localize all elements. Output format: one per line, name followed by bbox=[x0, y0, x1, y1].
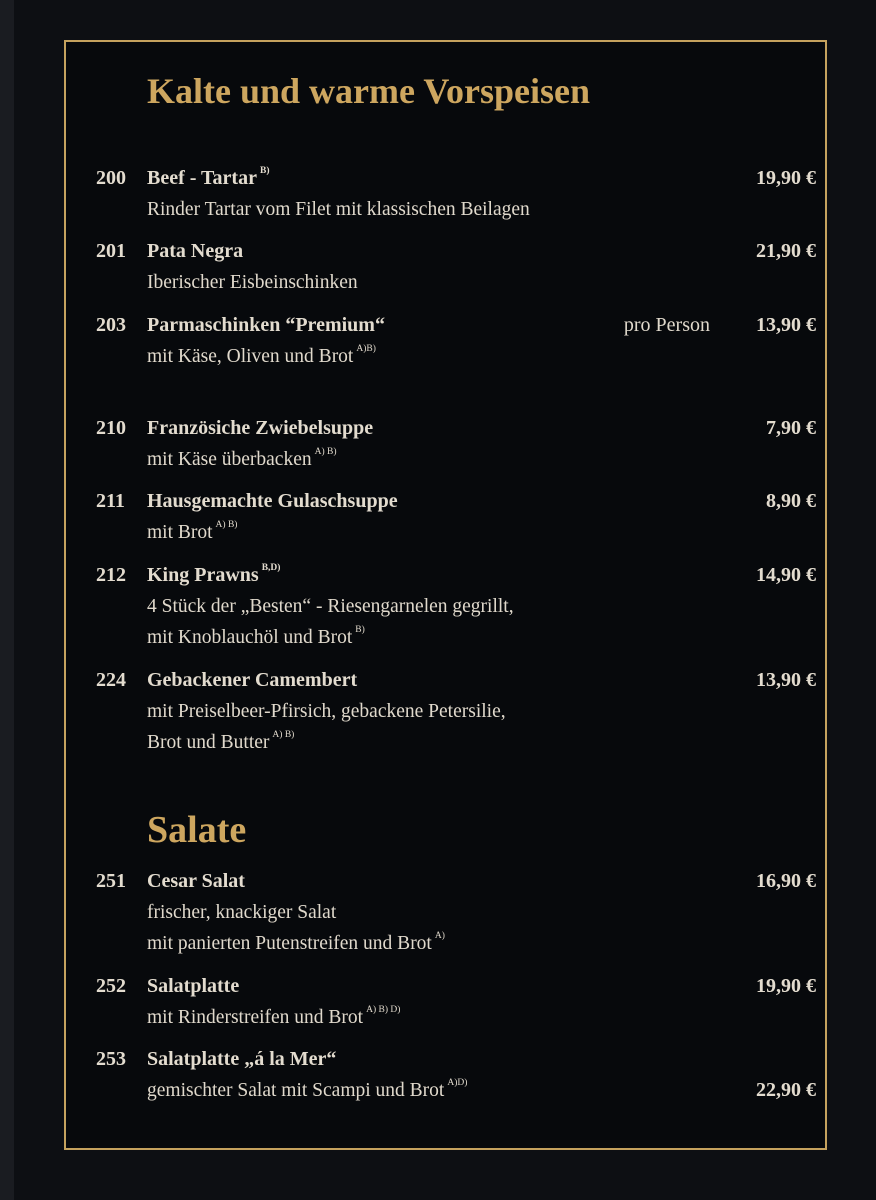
item-number: 211 bbox=[96, 490, 125, 512]
menu-item-253 bbox=[96, 1044, 816, 1106]
item-description: gemischter Salat mit Scampi und Brot $^{A)D)}$ bbox=[147, 1078, 468, 1101]
item-description: Brot und Butter $^{A) B)}$ bbox=[147, 730, 295, 753]
item-description: frischer, knackiger Salat bbox=[147, 902, 337, 923]
item-number: 253 bbox=[96, 1048, 126, 1070]
item-description: 4 Stück der „Besten“ - Riesengarnelen gegrillt, bbox=[147, 596, 514, 617]
item-description: mit Preiselbeer-Pfirsich, gebackene Petersilie, bbox=[147, 701, 506, 722]
menu-item-210 bbox=[96, 413, 816, 475]
item-price: 21,90 € bbox=[756, 240, 816, 262]
menu-item-200 bbox=[96, 163, 816, 225]
allergen-marker: B) bbox=[355, 625, 365, 635]
allergen-marker: A) B) bbox=[272, 730, 295, 740]
item-price: 22,90 € bbox=[756, 1079, 816, 1101]
item-description: mit Rinderstreifen und Brot $^{A) B) D)}$ bbox=[147, 1005, 401, 1028]
item-name: Cesar Salat bbox=[147, 870, 245, 892]
item-name: Salatplatte bbox=[147, 975, 240, 997]
menu-item-201 bbox=[96, 236, 816, 298]
allergen-marker: A)D) bbox=[447, 1078, 468, 1088]
item-description: Iberischer Eisbeinschinken bbox=[147, 272, 358, 293]
item-description: mit Käse, Oliven und Brot $^{A)B)}$ bbox=[147, 344, 376, 367]
left-border-strip bbox=[0, 0, 14, 1200]
item-description: mit Brot $^{A) B)}$ bbox=[147, 520, 238, 543]
menu-item-203 bbox=[96, 310, 816, 372]
menu-item-224 bbox=[96, 665, 816, 758]
allergen-marker: A) B) bbox=[314, 447, 337, 457]
item-name: Pata Negra bbox=[147, 240, 244, 262]
item-price: 8,90 € bbox=[766, 490, 816, 512]
item-number: 224 bbox=[96, 669, 126, 691]
item-price: 13,90 € bbox=[756, 314, 816, 336]
item-name: Hausgemachte Gulaschsuppe bbox=[147, 490, 398, 512]
allergen-marker: B,D) bbox=[261, 563, 281, 573]
allergen-marker: A)B) bbox=[356, 344, 376, 354]
item-price: 16,90 € bbox=[756, 870, 816, 892]
item-name: Französiche Zwiebelsuppe bbox=[147, 417, 374, 439]
item-price: 14,90 € bbox=[756, 564, 816, 586]
item-number: 201 bbox=[96, 240, 126, 262]
allergen-marker: A) bbox=[434, 931, 445, 941]
item-name: Gebackener Camembert bbox=[147, 669, 358, 691]
item-number: 251 bbox=[96, 870, 126, 892]
item-price: 7,90 € bbox=[766, 417, 816, 439]
item-number: 252 bbox=[96, 975, 126, 997]
section-title-vorspeisen: Kalte und warme Vorspeisen bbox=[147, 71, 591, 111]
item-number: 203 bbox=[96, 314, 126, 336]
item-name: Beef - Tartar $^{B)}$ bbox=[147, 166, 270, 189]
item-price-note: pro Person bbox=[623, 314, 710, 336]
item-name: Salatplatte „á la Mer“ bbox=[147, 1048, 337, 1070]
item-description: mit Knoblauchöl und Brot $^{B)}$ bbox=[147, 625, 365, 648]
item-description: mit Käse überbacken $^{A) B)}$ bbox=[147, 447, 337, 470]
item-price: 19,90 € bbox=[756, 975, 816, 997]
allergen-marker: A) B) D) bbox=[366, 1005, 401, 1015]
item-description: Rinder Tartar vom Filet mit klassischen Beilagen bbox=[147, 199, 530, 220]
allergen-marker: B) bbox=[259, 166, 270, 176]
item-number: 212 bbox=[96, 564, 126, 586]
item-price: 19,90 € bbox=[756, 167, 816, 189]
menu-item-252 bbox=[96, 971, 816, 1033]
item-price: 13,90 € bbox=[756, 669, 816, 691]
item-number: 200 bbox=[96, 167, 126, 189]
menu-item-212 bbox=[96, 560, 816, 653]
item-name: Parmaschinken “Premium“ bbox=[147, 314, 385, 336]
allergen-marker: A) B) bbox=[215, 520, 238, 530]
item-name: King Prawns $^{B,D)}$ bbox=[147, 563, 281, 586]
item-description: mit panierten Putenstreifen und Brot $^{A)}$ bbox=[147, 931, 445, 954]
item-number: 210 bbox=[96, 417, 126, 439]
section-title-salate: Salate bbox=[147, 809, 247, 851]
menu-item-211 bbox=[96, 486, 816, 548]
menu-item-251 bbox=[96, 866, 816, 959]
